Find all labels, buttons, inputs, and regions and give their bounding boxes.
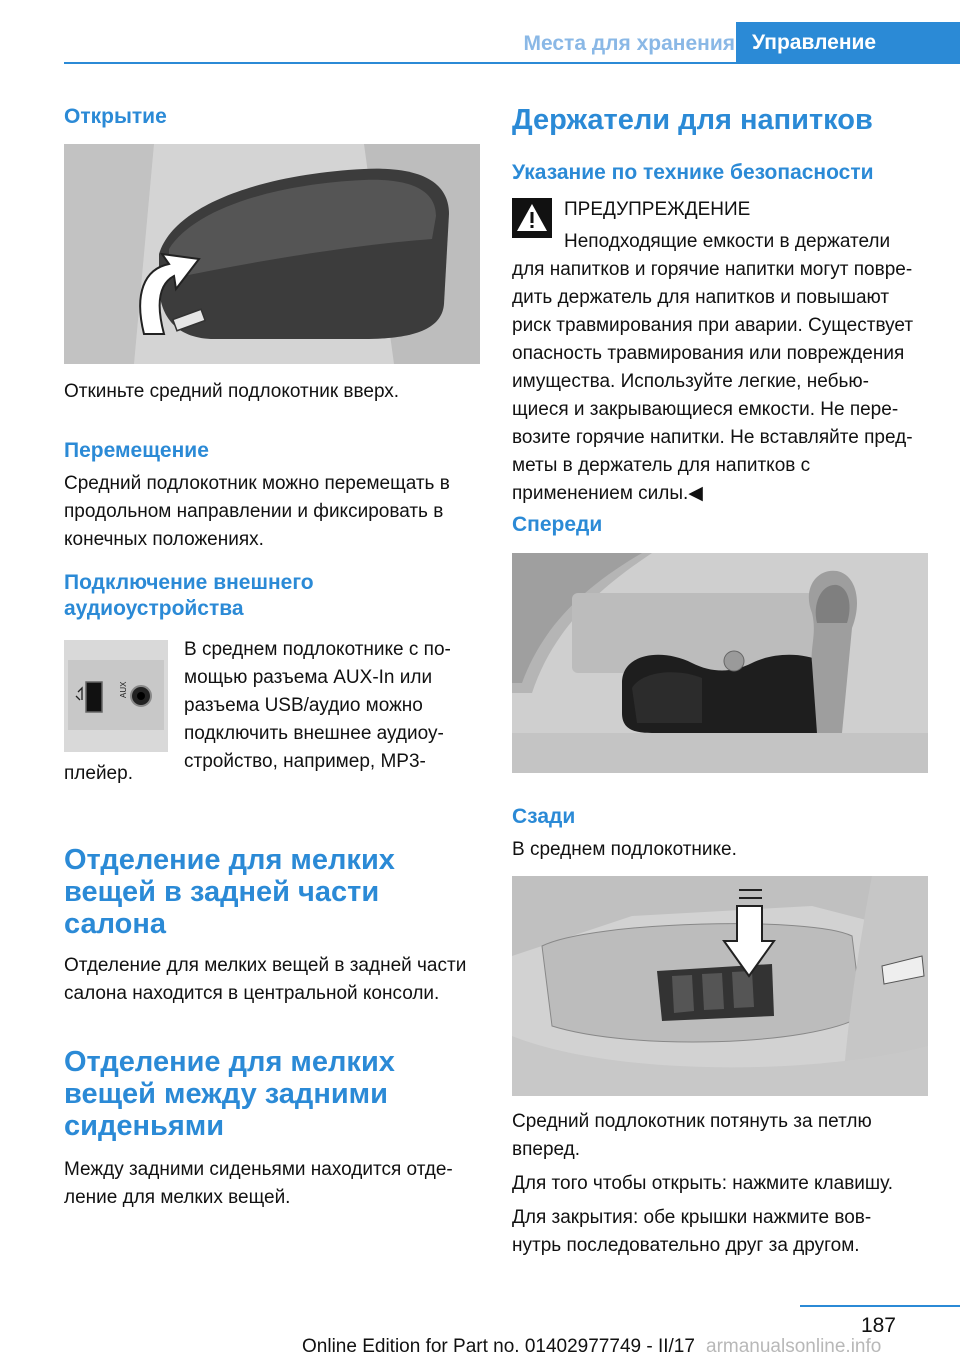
open-text: Для того чтобы открыть: нажмите клавишу.	[512, 1173, 894, 1194]
warning-line-3: дить держатель для напитков и повышают	[512, 287, 890, 308]
rear-text: В среднем подлокотнике.	[512, 839, 737, 860]
rear-text-2: салона находится в центральной консоли.	[64, 983, 440, 1004]
audio-text-4: подключить внешнее аудиоу-	[184, 723, 444, 744]
safety-heading: Указание по технике безопасности	[512, 161, 874, 184]
svg-text:AUX: AUX	[119, 681, 128, 698]
front-cupholder-image	[512, 553, 928, 773]
audio-text-1: В среднем подлокотнике с по-	[184, 639, 451, 660]
warning-line-8: возите горячие напитки. Не вставляйте пред-	[512, 427, 913, 448]
between-heading-2: вещей между задними	[64, 1078, 388, 1110]
warning-line-4: риск травмирования при аварии. Существует	[512, 315, 914, 336]
opening-heading: Открытие	[64, 105, 167, 128]
audio-heading-2: аудиоустройства	[64, 597, 244, 620]
moving-heading: Перемещение	[64, 439, 209, 462]
armrest-image	[64, 144, 480, 364]
rear-heading-1: Отделение для мелких	[64, 844, 395, 876]
rear-caption-1: Средний подлокотник потянуть за петлю	[512, 1111, 872, 1132]
between-text-2: ление для мелких вещей.	[64, 1187, 291, 1208]
warning-line-1: Неподходящие емкости в держатели	[564, 231, 891, 252]
header-tab-controls[interactable]: Управление	[736, 22, 960, 64]
aux-jack-icon	[131, 686, 151, 706]
warning-line-7: щиеся и закрывающиеся емкости. Не пере-	[512, 399, 899, 420]
audio-text-5: стройство, например, MP3-	[184, 751, 426, 772]
warning-triangle-icon	[512, 198, 552, 238]
front-heading: Спереди	[512, 513, 603, 536]
warning-line-6: имущества. Используйте легкие, небью-	[512, 371, 869, 392]
close-text-1: Для закрытия: обе крышки нажмите вов-	[512, 1207, 872, 1228]
audio-text-3: разъема USB/аудио можно	[184, 695, 423, 716]
warning-title: ПРЕДУПРЕЖДЕНИЕ	[564, 199, 751, 220]
audio-text-2: мощью разъема AUX-In или	[184, 667, 433, 688]
warning-line-2: для напитков и горячие напитки могут повре-	[512, 259, 913, 280]
moving-text-2: продольном направлении и фиксировать в	[64, 501, 444, 522]
rear-cupholder-image	[512, 876, 928, 1096]
aux-usb-image	[64, 640, 168, 752]
warning-line-10: применением силы.◀	[512, 483, 703, 504]
header-tab-storage[interactable]: Места для хранения	[523, 32, 735, 55]
audio-heading-1: Подключение внешнего	[64, 571, 314, 594]
rear-text-1: Отделение для мелких вещей в задней части	[64, 955, 467, 976]
rear-heading-3: салона	[64, 908, 167, 940]
cupholders-heading: Держатели для напитков	[512, 104, 873, 136]
footer-rule	[800, 1305, 960, 1307]
between-text-1: Между задними сиденьями находится отде-	[64, 1159, 453, 1180]
watermark: armanualsonline.info	[706, 1336, 882, 1357]
header-rule	[64, 62, 960, 64]
moving-text-1: Средний подлокотник можно перемещать в	[64, 473, 450, 494]
close-text-2: нутрь последовательно друг за другом.	[512, 1235, 860, 1256]
between-heading-3: сиденьями	[64, 1110, 225, 1142]
opening-caption: Откиньте средний подлокотник вверх.	[64, 381, 400, 402]
page-number: 187	[860, 1314, 896, 1337]
rear-heading-2: вещей в задней части	[64, 876, 380, 908]
edition-text: Online Edition for Part no. 01402977749 - II/17	[302, 1336, 695, 1357]
rear-heading: Сзади	[512, 805, 576, 828]
warning-line-9: меты в держатель для напитков с	[512, 455, 811, 476]
rear-caption-2: вперед.	[512, 1139, 581, 1160]
audio-text-6: плейер.	[64, 763, 133, 784]
between-heading-1: Отделение для мелких	[64, 1046, 395, 1078]
warning-line-5: опасность травмирования или повреждения	[512, 343, 905, 364]
moving-text-3: конечных положениях.	[64, 529, 264, 550]
